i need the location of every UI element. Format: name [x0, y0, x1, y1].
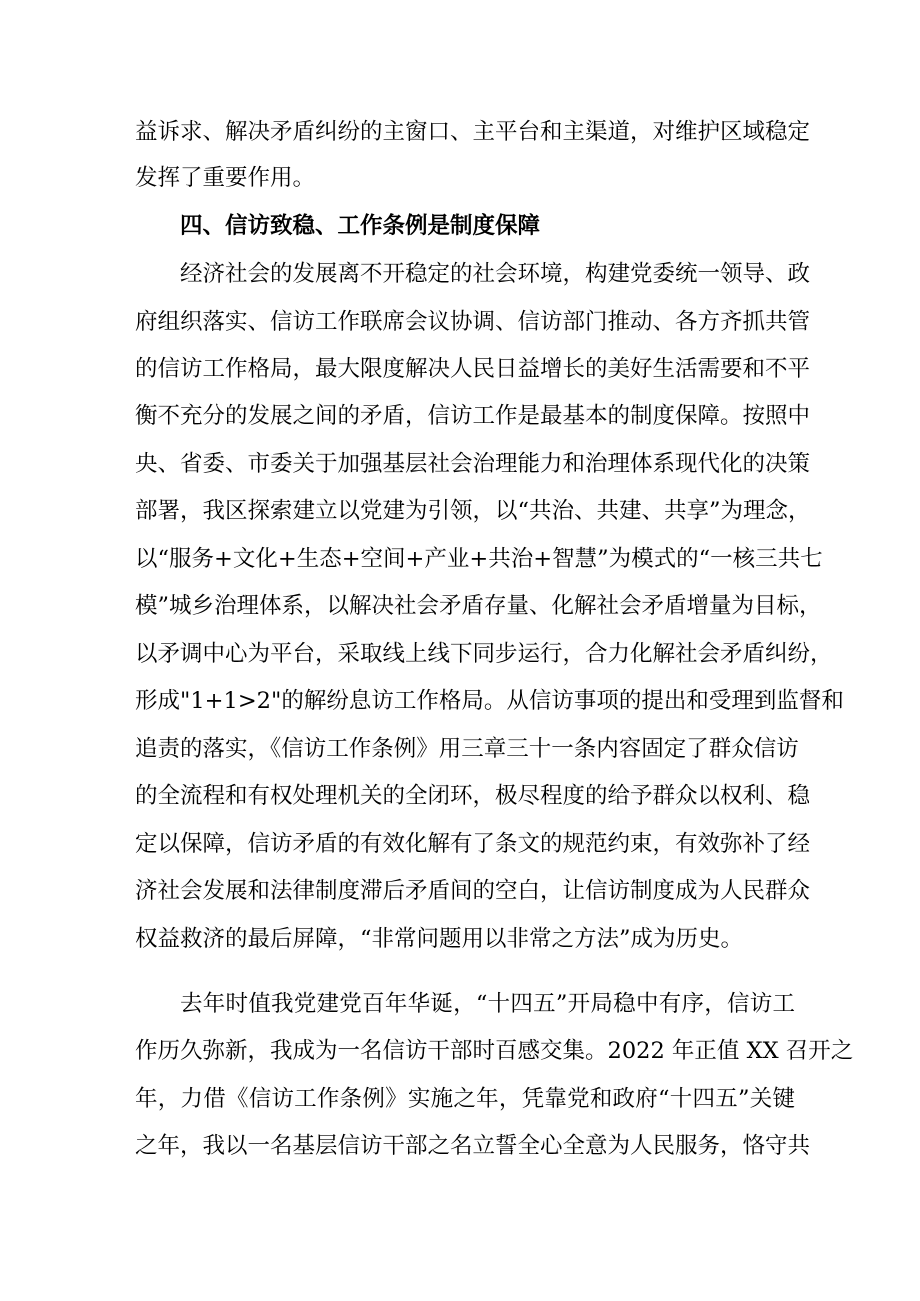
main-line-7: 以“服务+文化+生态+空间+产业+共治+智慧”为模式的“一核三共七 [135, 546, 823, 572]
main-line-11: 追责的落实，《信访工作条例》用三章三十一条内容固定了群众信访 [135, 736, 799, 762]
last-line-2: 作历久弥新，我成为一名信访干部时百感交集。2022 年正值 XX 召开之 [135, 1038, 854, 1064]
intro-line-1: 益诉求、解决矛盾纠纷的主窗口、主平台和主渠道，对维护区域稳定 [135, 119, 811, 145]
main-line-10: 形成"1+1>2"的解纷息访工作格局。从信访事项的提出和受理到监督和 [135, 688, 844, 714]
last-line-4: 之年，我以一名基层信访干部之名立誓全心全意为人民服务，恪守共 [135, 1133, 811, 1159]
main-line-5: 央、省委、市委关于加强基层社会治理能力和治理体系现代化的决策 [135, 451, 811, 477]
main-line-13: 定以保障，信访矛盾的有效化解有了条文的规范约束，有效弥补了经 [135, 831, 811, 857]
main-line-9: 以矛调中心为平台，采取线上线下同步运行，合力化解社会矛盾纠纷， [135, 641, 833, 667]
main-line-1: 经济社会的发展离不开稳定的社会环境，构建党委统一领导、政 [180, 261, 811, 287]
intro-line-2: 发挥了重要作用。 [135, 165, 316, 191]
section-heading: 四、信访致稳、工作条例是制度保障 [180, 213, 541, 239]
main-line-8: 模”城乡治理体系，以解决社会矛盾存量、化解社会矛盾增量为目标， [135, 593, 822, 619]
main-line-15: 权益救济的最后屏障，“非常问题用以非常之方法”成为历史。 [135, 926, 744, 952]
main-line-12: 的全流程和有权处理机关的全闭环，极尽程度的给予群众以权利、稳 [135, 783, 811, 809]
main-line-3: 的信访工作格局，最大限度解决人民日益增长的美好生活需要和不平 [135, 356, 811, 382]
last-line-1: 去年时值我党建党百年华诞，“十四五”开局稳中有序，信访工 [180, 991, 795, 1017]
main-line-2: 府组织落实、信访工作联席会议协调、信访部门推动、各方齐抓共管 [135, 309, 811, 335]
main-line-14: 济社会发展和法律制度滞后矛盾间的空白，让信访制度成为人民群众 [135, 878, 811, 904]
main-line-4: 衡不充分的发展之间的矛盾，信访工作是最基本的制度保障。按照中 [135, 403, 811, 429]
last-line-3: 年，力借《信访工作条例》实施之年，凭靠党和政府“十四五”关键 [135, 1086, 795, 1112]
main-line-6: 部署，我区探索建立以党建为引领，以“共治、共建、共享”为理念， [135, 498, 811, 524]
